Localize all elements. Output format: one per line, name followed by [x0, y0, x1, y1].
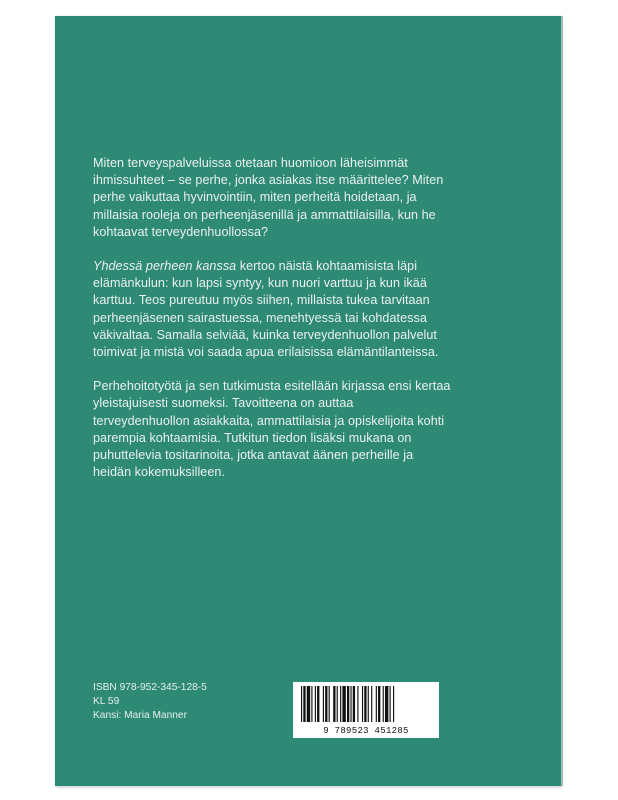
barcode-bar	[303, 686, 305, 722]
barcode-bar	[376, 686, 377, 722]
blurb-paragraph-2-text: kertoo näistä kohtaamisista läpi elämänkulun: kun lapsi syntyy, kun nuori varttuu ja kun ikää karttuu. Teos pureutuu myös siihen, millaista tukea tarvitaan perheenjäsenen sairastuessa, menehtyessä tai kohdatessa väkivaltaa. Samalla selviää, kuinka terveydenhuollon palvelut toimivat ja mistä voi saada apua erilaisissa elämäntilanteissa.	[93, 259, 439, 360]
barcode-bar	[368, 686, 369, 722]
barcode-bar	[378, 686, 380, 722]
barcode-bar	[315, 686, 316, 722]
barcode-bar	[342, 686, 345, 722]
barcode-bar	[383, 686, 384, 722]
barcode-bars	[299, 686, 433, 724]
book-title-italic: Yhdessä perheen kanssa	[93, 259, 237, 274]
barcode-bar	[333, 686, 335, 722]
barcode-bar	[307, 686, 310, 722]
cover-credit-line: Kansi: Maria Manner	[93, 710, 187, 721]
barcode-bar	[393, 686, 394, 722]
barcode-bar	[357, 686, 358, 722]
barcode-bar	[353, 686, 355, 722]
blurb-text	[93, 155, 453, 498]
barcode-bar	[347, 686, 349, 722]
barcode-number: 9 789523 451285	[323, 726, 409, 736]
barcode-bar	[371, 686, 372, 722]
blurb-paragraph-3: Perhehoitotyötä ja sen tutkimusta esitellään kirjassa ensi kertaa yleistajuisesti suomeksi. Tavoitteena on auttaa terveydenhuollon asiakkaita, ammattilaisia ja opiskelijoita kohti parempia kohtaamisia. Tutkitun tiedon lisäksi mukana on puhuttelevia tositarinoita, jotka antavat äänen perheille ja heidän kokemuksilleen.	[93, 379, 451, 480]
isbn-line: ISBN 978-952-345-128-5	[93, 682, 207, 693]
barcode-bar	[390, 686, 391, 722]
barcode-bar	[385, 686, 388, 722]
publication-info	[93, 681, 207, 723]
isbn-barcode	[293, 682, 439, 738]
barcode-bar	[350, 686, 351, 722]
barcode-bar	[329, 686, 330, 722]
barcode-bar	[325, 686, 327, 722]
classification-line: KL 59	[93, 696, 120, 707]
barcode-bar	[362, 686, 363, 722]
cover-edge	[561, 16, 563, 786]
blurb-paragraph-2	[93, 258, 453, 361]
barcode-bar	[364, 686, 366, 722]
barcode-bar	[340, 686, 341, 722]
barcode-bar	[311, 686, 312, 722]
barcode-bar	[337, 686, 338, 722]
barcode-bar	[323, 686, 324, 722]
barcode-bar	[317, 686, 319, 722]
blurb-paragraph-1: Miten terveyspalveluissa otetaan huomioon läheisimmät ihmissuhteet – se perhe, jonka asiakas itse määrittelee? Miten perhe vaikuttaa hyvinvointiin, miten perheitä hoidetaan, ja millaisia rooleja on perheenjäsenillä ja ammattilaisilla, kun he kohtaavat terveydenhuollossa?	[93, 156, 444, 239]
barcode-bar	[301, 686, 302, 722]
